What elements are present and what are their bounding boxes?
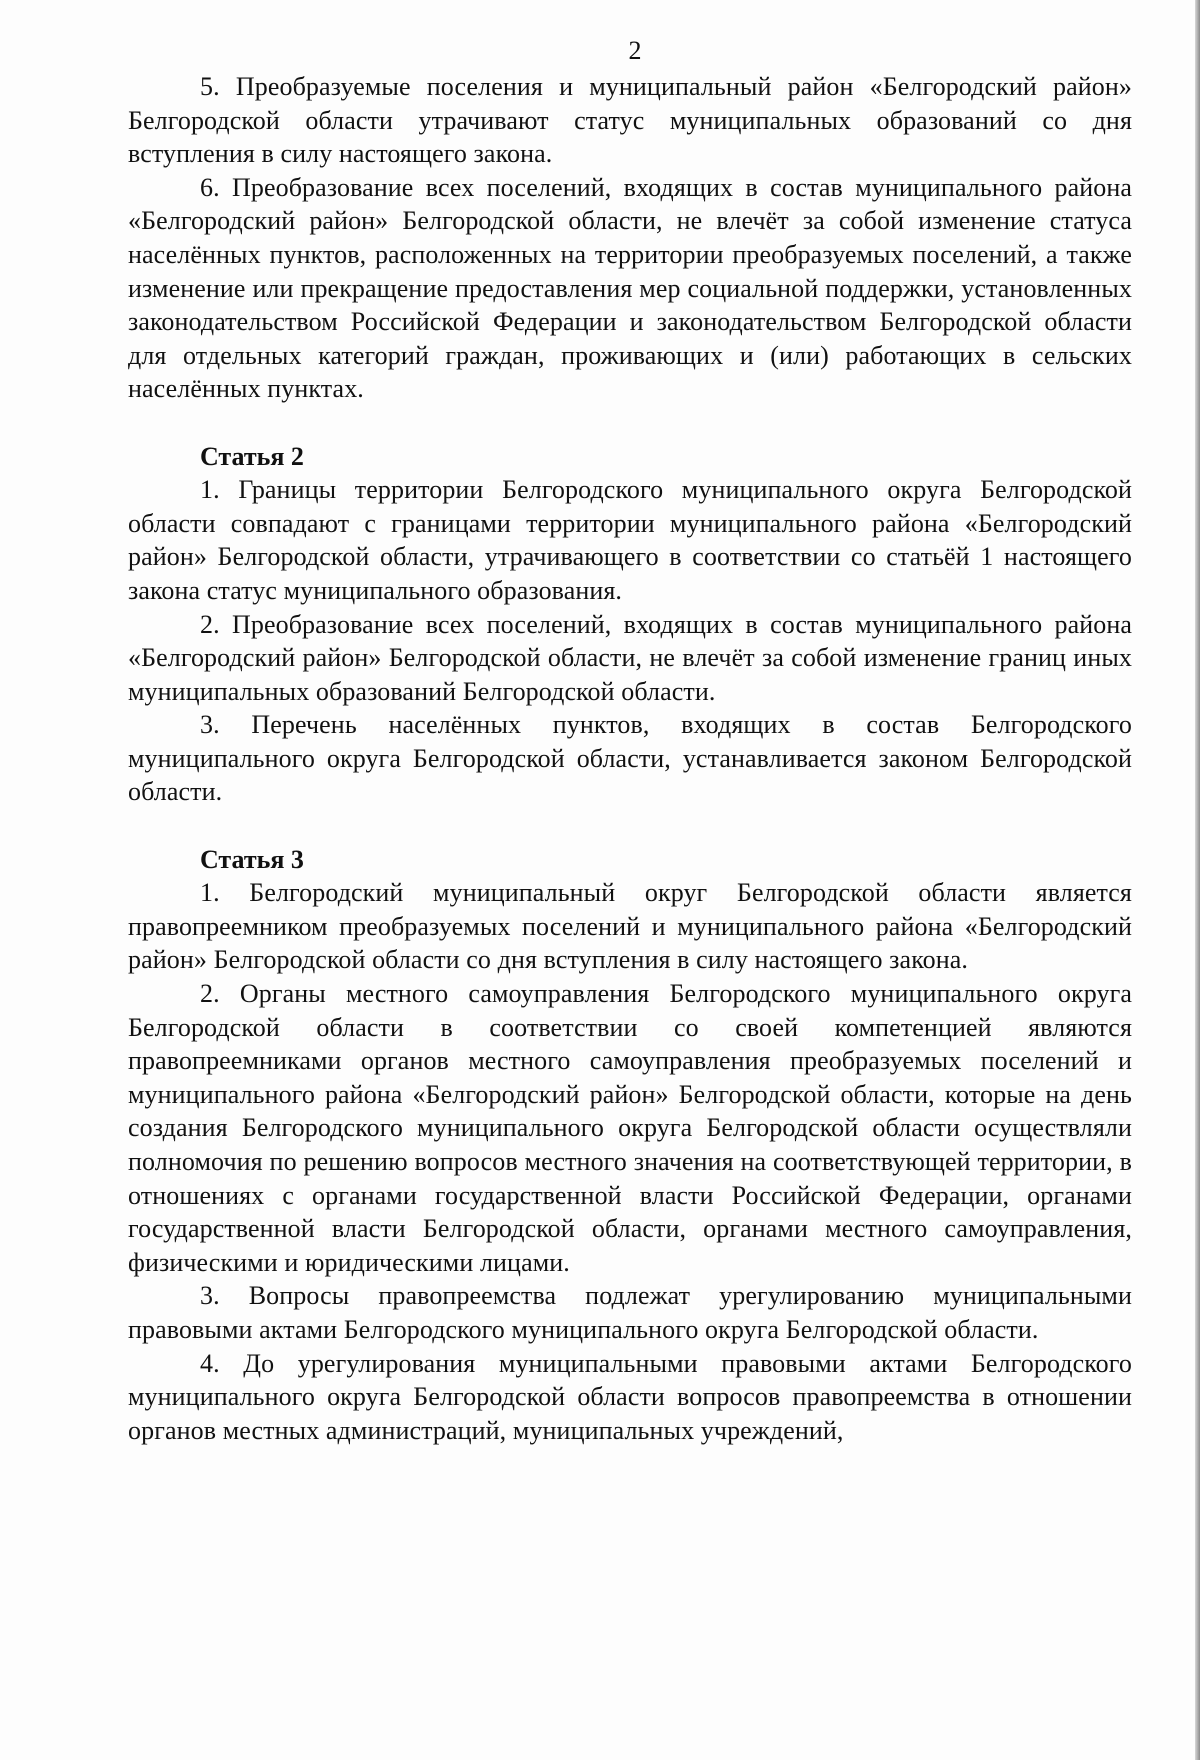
article-3-paragraph-2: 2. Органы местного самоуправления Белгородского муниципального округа Белгородской области в соответствии со своей компетенцией являются правопреемниками органов местного самоуправления преобразуемых поселений и муниципального района «Белгородский район» Белгородской области, которые на день создания Белгородского муниципального округа Белгородской области осуществляли полномочия по решению вопросов местного значения на соответствующей территории, в отношениях с органами государственной власти Российской Федерации, органами государственной власти Белгородской области, органами местного самоуправления, физическими и юридическими лицами. (128, 979, 1132, 1277)
article-2-paragraph-1: 1. Границы территории Белгородского муниципального округа Белгородской области совпадают с границами территории муниципального района «Белгородский район» Белгородской области, утрачивающего в соответствии со статьёй 1 настоящего закона статус муниципального образования. (128, 475, 1132, 605)
article-3-paragraph-1: 1. Белгородский муниципальный округ Белгородской области является правопреемником преобразуемых поселений и муниципального района «Белгородский район» Белгородской области со дня вступления в силу настоящего закона. (128, 878, 1132, 975)
article-2-heading: Статья 2 (200, 441, 304, 471)
article-3-paragraph-3: 3. Вопросы правопреемства подлежат урегулированию муниципальными правовыми актами Белгородского муниципального округа Белгородской области. (128, 1281, 1132, 1344)
scan-edge-shadow (1195, 0, 1200, 1760)
article-2-paragraph-3: 3. Перечень населённых пунктов, входящих в состав Белгородского муниципального округа Белгородской области, устанавливается законом Белгородской области. (128, 710, 1132, 807)
paragraph-intro-5: 5. Преобразуемые поселения и муниципальный район «Белгородский район» Белгородской области утрачивают статус муниципальных образований со дня вступления в силу настоящего закона. (128, 72, 1132, 169)
article-3-paragraph-4: 4. До урегулирования муниципальными правовыми актами Белгородского муниципального округа Белгородской области вопросов правопреемства в отношении органов местных администраций, муниципальных учреждений, (128, 1348, 1132, 1445)
paragraph-intro-6: 6. Преобразование всех поселений, входящих в состав муниципального района «Белгородский район» Белгородской области, не влечёт за собой изменение статуса населённых пунктов, расположенных на территории преобразуемых поселений, а также изменение или прекращение предоставления мер социальной поддержки, установленных законодательством Российской Федерации и законодательством Белгородской области для отдельных категорий граждан, проживающих и (или) работающих в сельских населённых пунктах. (128, 172, 1132, 404)
article-3-heading: Статья 3 (200, 844, 304, 874)
article-2-paragraph-2: 2. Преобразование всех поселений, входящих в состав муниципального района «Белгородский район» Белгородской области, не влечёт за собой изменение границ иных муниципальных образований Белгородской области. (128, 609, 1132, 706)
page-number: 2 (628, 36, 642, 65)
